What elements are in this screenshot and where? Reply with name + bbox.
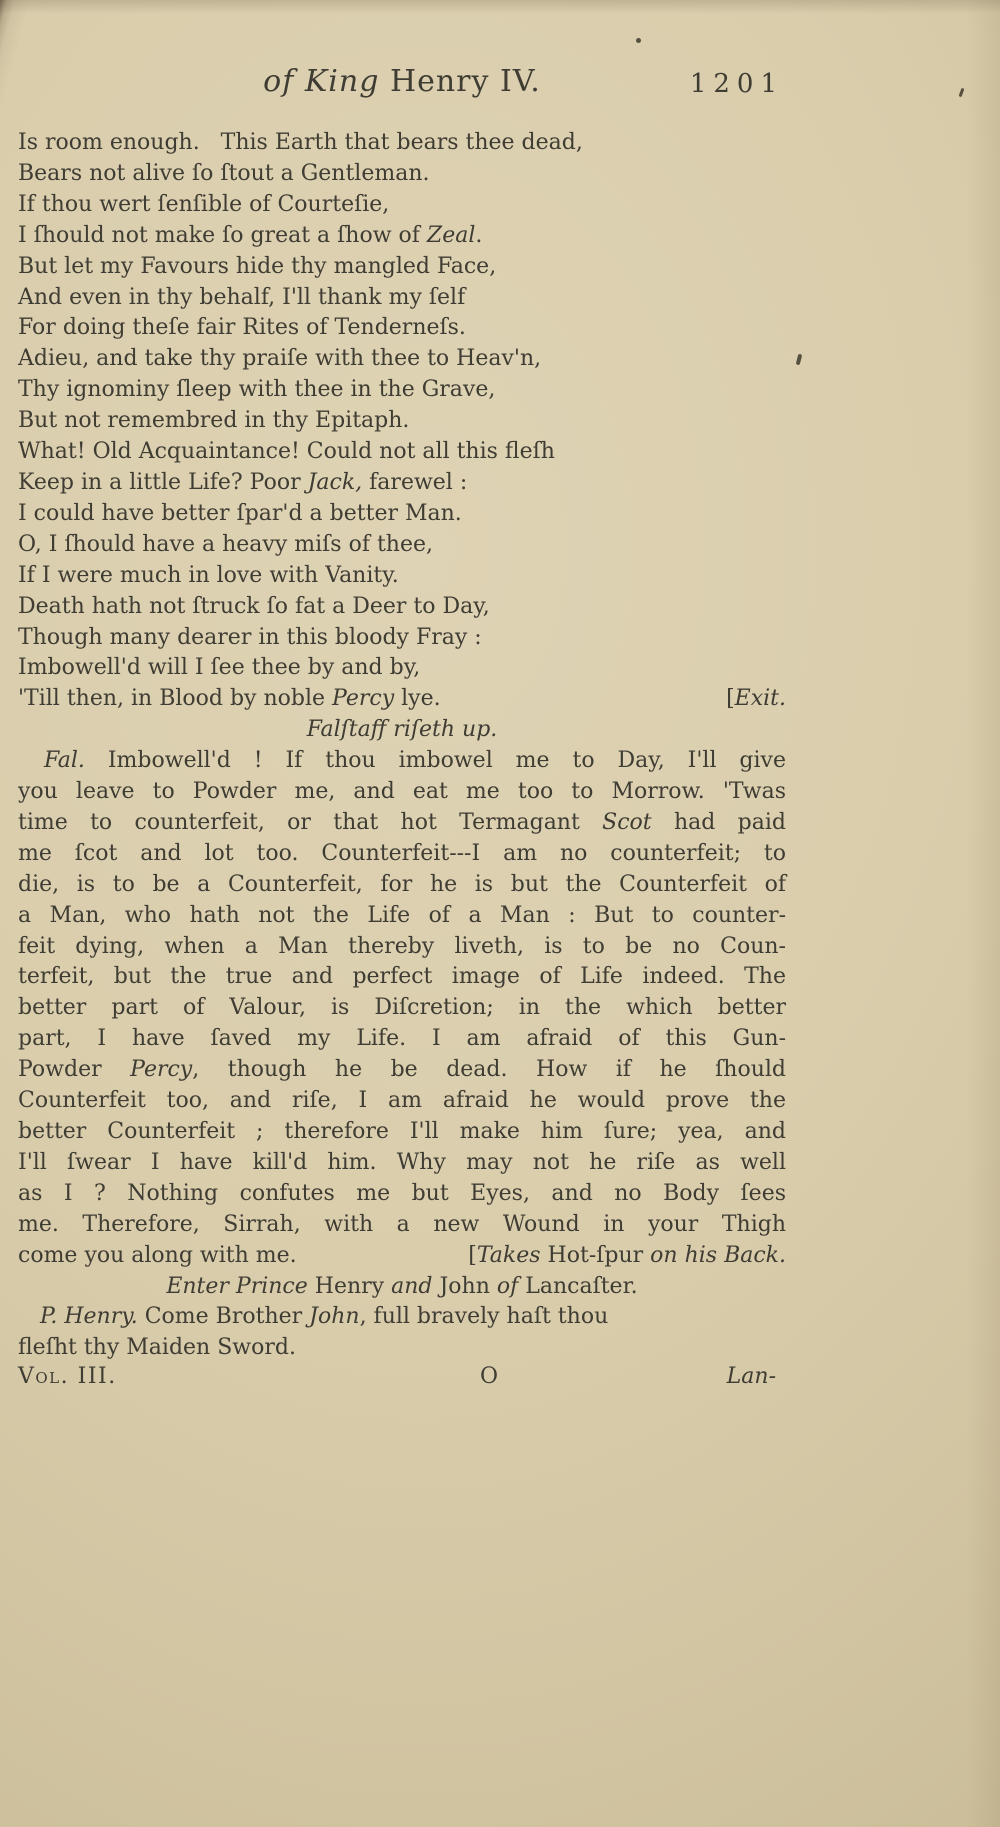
italic-text: John [309, 1304, 360, 1330]
italic-text: Percy [332, 686, 395, 712]
plain-text: John [432, 1273, 497, 1299]
plain-text: Adieu, and take thy praiſe with thee to Heav'n, [18, 346, 542, 372]
plain-text: If I were much in love with Vanity. [18, 562, 399, 588]
page-footer [18, 1364, 786, 1398]
plain-text: lye. [394, 686, 441, 712]
plain-text: as I ? Nothing confutes me but Eyes, and no Body ſees [18, 1180, 786, 1206]
italic-text: Zeal [426, 222, 476, 248]
verse-line [18, 499, 786, 530]
falstaff-speech [18, 746, 786, 1241]
verse-line [18, 653, 786, 684]
verse-line [18, 159, 786, 190]
plain-text: Keep in a little Life? Poor [18, 469, 308, 495]
plain-text: . [475, 222, 483, 248]
verse-line [18, 190, 786, 221]
stage-direction-enter-princes [18, 1272, 786, 1303]
plain-text: I ſhould not make ſo great a ſhow of [18, 222, 427, 248]
prose-line [18, 1024, 786, 1055]
italic-text: Exit. [734, 686, 786, 712]
prose-line [18, 839, 786, 870]
header-title-italic: of King [263, 64, 380, 99]
italic-text: Takes [476, 1242, 541, 1268]
verse-block [18, 128, 786, 684]
plain-text: I'll ſwear I have kill'd him. Why may not he riſe as well [18, 1149, 786, 1175]
plain-text: What! Old Acquaintance! Could not all this fleſh [18, 439, 555, 465]
plain-text: Come Brother [137, 1304, 310, 1330]
prose-line [18, 993, 786, 1024]
plain-text: terfeit, but the true and perfect image of Life indeed. The [18, 964, 786, 990]
plain-text: But not remembred in thy Epitaph. [18, 408, 410, 434]
header-title-roman: Henry IV. [379, 64, 541, 99]
prose-line [18, 962, 786, 993]
plain-text: part, I have ſaved my Life. I am afraid of this Gun- [18, 1026, 786, 1052]
plain-text: Imbowell'd will I ſee thee by and by, [18, 655, 421, 681]
prose-text [18, 1241, 297, 1272]
ink-speck [796, 354, 803, 366]
plain-text: Hot-ſpur [540, 1242, 651, 1268]
speech-line [18, 1333, 786, 1364]
volume-label: Vol. III. [18, 1364, 117, 1389]
plain-text: time to counterfeit, or that hot Termagant [18, 809, 603, 835]
plain-text: fleſht thy Maiden Sword. [18, 1335, 296, 1361]
italic-text: Falſtaff riſeth up. [306, 717, 498, 743]
text-block [18, 128, 786, 1364]
plain-text: And even in thy behalf, I'll thank my ſelf [18, 284, 466, 310]
page-number: 1201 [689, 69, 784, 99]
plain-text: a Man, who hath not the Life of a Man : But to counter- [18, 902, 786, 928]
plain-text: [ [726, 686, 735, 712]
prose-line [18, 777, 786, 808]
prose-line [18, 901, 786, 932]
stage-direction-falstaff-rises [18, 715, 786, 746]
verse-line [18, 375, 786, 406]
verse-line [18, 128, 786, 159]
prose-line-with-direction [18, 1241, 786, 1272]
plain-text: Bears not alive ſo ſtout a Gentleman. [18, 160, 430, 186]
italic-text: P. Henry. [40, 1304, 138, 1330]
plain-text: , full bravely haſt thou [359, 1304, 609, 1330]
verse-line [18, 221, 786, 252]
verse-line [18, 344, 786, 375]
plain-text: Henry [307, 1273, 392, 1299]
plain-text: [ [468, 1242, 477, 1268]
verse-line [18, 592, 786, 623]
italic-text: on his Back. [650, 1242, 786, 1268]
plain-text: For doing theſe fair Rites of Tenderneſs. [18, 315, 466, 341]
prose-line [18, 1055, 786, 1086]
signature-mark: O [480, 1364, 499, 1389]
italic-text: Fal. [44, 748, 85, 774]
page-title [263, 64, 541, 99]
verse-line [18, 252, 786, 283]
plain-text: better part of Valour, is Diſcretion; in the which better [18, 995, 786, 1021]
italic-text: Percy [130, 1057, 193, 1083]
italic-text: and [391, 1273, 433, 1299]
plain-text: Death hath not ſtruck ſo fat a Deer to Day, [18, 593, 490, 619]
prose-line [18, 746, 786, 777]
plain-text: die, is to be a Counterfeit, for he is but the Counterfeit of [18, 871, 786, 897]
verse-line [18, 468, 786, 499]
italic-text: of [496, 1273, 519, 1299]
plain-text: If thou wert ſenſible of Courteſie, [18, 191, 390, 217]
takes-hotspur-direction [468, 1241, 786, 1272]
prose-line [18, 870, 786, 901]
italic-text: Scot [602, 809, 652, 835]
plain-text: had paid [651, 809, 786, 835]
prince-henry-speech [18, 1302, 786, 1364]
plain-text: me. Therefore, Sirrah, with a new Wound in your Thigh [18, 1211, 786, 1237]
plain-text: better Counterfeit ; therefore I'll make him ſure; yea, and [18, 1119, 786, 1144]
plain-text: Counterfeit too, and riſe, I am afraid he would prove the [18, 1088, 786, 1114]
plain-text: Though many dearer in this bloody Fray : [18, 624, 482, 650]
ink-speck [959, 88, 965, 97]
prose-line [18, 808, 786, 839]
verse-line [18, 283, 786, 314]
exit-stage-direction [726, 684, 786, 715]
catchword: Lan- [726, 1364, 776, 1389]
plain-text: Lancaſter. [518, 1273, 638, 1299]
prose-line [18, 1210, 786, 1241]
prose-line [18, 932, 786, 963]
verse-line [18, 623, 786, 654]
plain-text: you leave to Powder me, and eat me too to Morrow. 'Twas [18, 779, 786, 805]
plain-text: But let my Favours hide thy mangled Face, [18, 253, 497, 279]
plain-text: farewel : [362, 469, 468, 495]
verse-line [18, 561, 786, 592]
plain-text: Imbowell'd ! If thou imbowel me to Day, I'll give [84, 748, 786, 774]
plain-text: Thy ignominy ſleep with thee in the Grave, [18, 377, 496, 403]
plain-text: , though he be dead. How if he ſhould [192, 1057, 786, 1083]
italic-text: Jack, [307, 469, 363, 495]
verse-line [18, 530, 786, 561]
plain-text: come you along with me. [18, 1242, 297, 1268]
verse-line-with-exit [18, 684, 786, 715]
verse-line [18, 313, 786, 344]
verse-line [18, 406, 786, 437]
prose-line [18, 1086, 786, 1117]
prose-line [18, 1179, 786, 1210]
plain-text: Powder [18, 1057, 131, 1083]
plain-text: 'Till then, in Blood by noble [18, 686, 333, 712]
ink-speck [636, 38, 641, 43]
plain-text: feit dying, when a Man thereby liveth, is to be no Coun- [18, 933, 786, 959]
verse-line [18, 437, 786, 468]
prose-line [18, 1148, 786, 1179]
italic-text: Enter Prince [166, 1273, 308, 1299]
verse-text [18, 684, 441, 715]
plain-text: O, I ſhould have a heavy miſs of thee, [18, 531, 433, 557]
plain-text: me ſcot and lot too. Counterfeit---I am no counterfeit; to [18, 840, 786, 866]
plain-text: Is room enough. This Earth that bears thee dead, [18, 130, 583, 155]
plain-text: I could have better ſpar'd a better Man. [18, 500, 462, 526]
speech-line [18, 1302, 786, 1333]
prose-line [18, 1117, 786, 1148]
running-header [18, 64, 786, 106]
